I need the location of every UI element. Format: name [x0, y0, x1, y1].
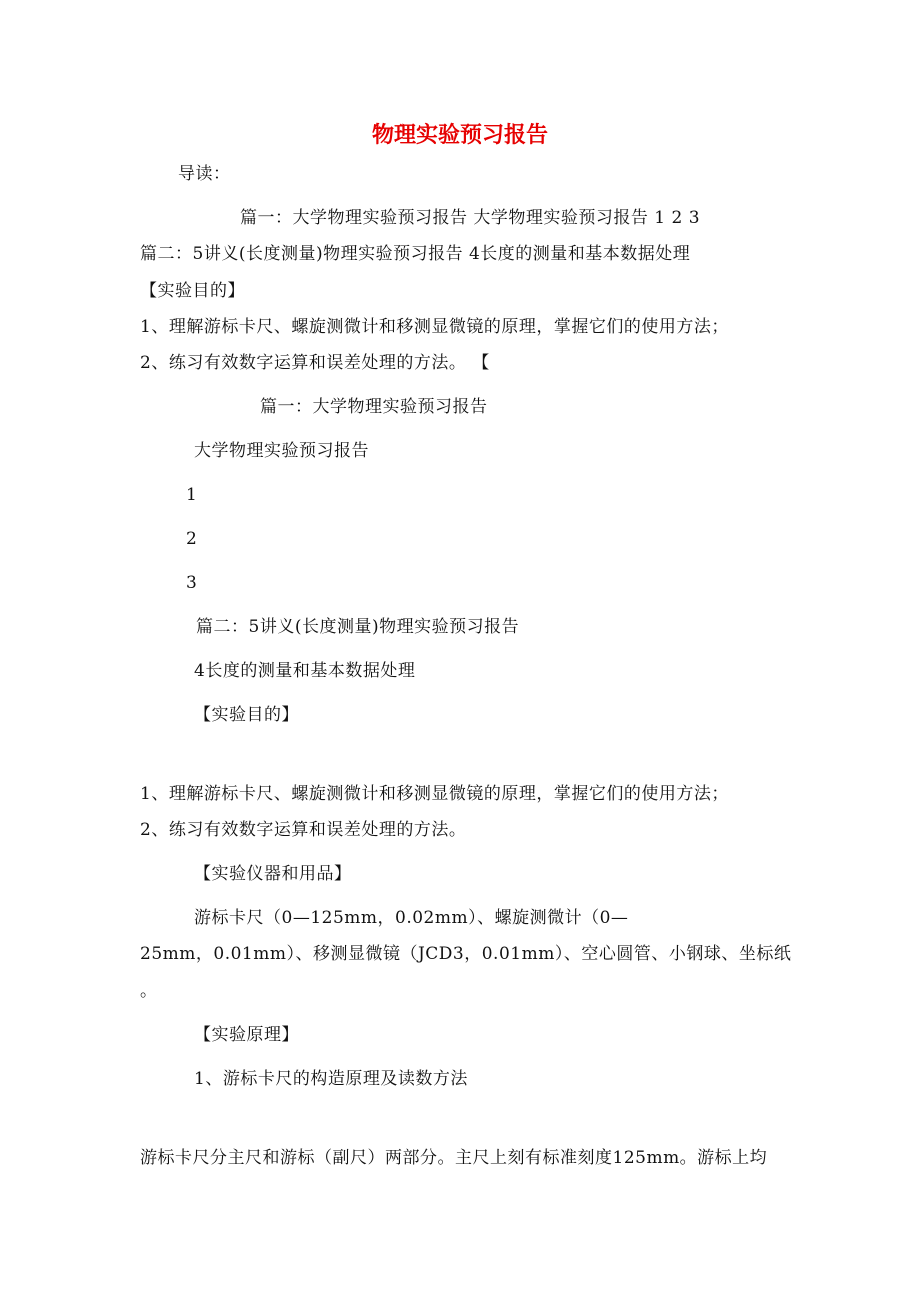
article2-heading: 篇二：5讲义(长度测量)物理实验预习报告: [196, 617, 520, 637]
summary-line-2: 篇二：5讲义(长度测量)物理实验预习报告 4长度的测量和基本数据处理: [140, 244, 691, 264]
purpose-item-2: 2、练习有效数字运算和误差处理的方法。: [140, 820, 467, 840]
intro-label: 导读：: [178, 164, 231, 184]
equipment-line-2: 25mm，0.01mm）、移测显微镜（JCD3，0.01mm）、空心圆管、小钢球、坐标纸: [140, 944, 792, 964]
article1-item-3: 3: [186, 573, 198, 593]
purpose-heading: 【实验目的】: [194, 705, 299, 725]
document-title: 物理实验预习报告: [371, 123, 548, 148]
article1-subtitle: 大学物理实验预习报告: [194, 441, 369, 461]
equipment-line-3: 。: [140, 981, 158, 1001]
summary-line-1: 篇一：大学物理实验预习报告 大学物理实验预习报告 1 2 3: [240, 208, 701, 228]
purpose-item-1: 1、理解游标卡尺、螺旋测微计和移测显微镜的原理，掌握它们的使用方法；: [140, 784, 729, 804]
article1-item-1: 1: [186, 485, 198, 505]
article2-subtitle: 4长度的测量和基本数据处理: [194, 661, 416, 681]
summary-line-4: 1、理解游标卡尺、螺旋测微计和移测显微镜的原理，掌握它们的使用方法；: [140, 317, 729, 337]
summary-line-3: 【实验目的】: [140, 281, 245, 301]
equipment-line-1: 游标卡尺（0—125mm，0.02mm）、螺旋测微计（0—: [194, 908, 629, 928]
principle-heading: 【实验原理】: [194, 1025, 299, 1045]
article1-item-2: 2: [186, 529, 198, 549]
article1-heading: 篇一：大学物理实验预习报告: [260, 397, 488, 417]
summary-line-5: 2、练习有效数字运算和误差处理的方法。 【: [140, 353, 490, 373]
principle-paragraph: 游标卡尺分主尺和游标（副尺）两部分。主尺上刻有标准刻度125mm。游标上均: [140, 1148, 768, 1168]
principle-subheading-1: 1、游标卡尺的构造原理及读数方法: [194, 1069, 468, 1089]
equipment-heading: 【实验仪器和用品】: [194, 864, 352, 884]
